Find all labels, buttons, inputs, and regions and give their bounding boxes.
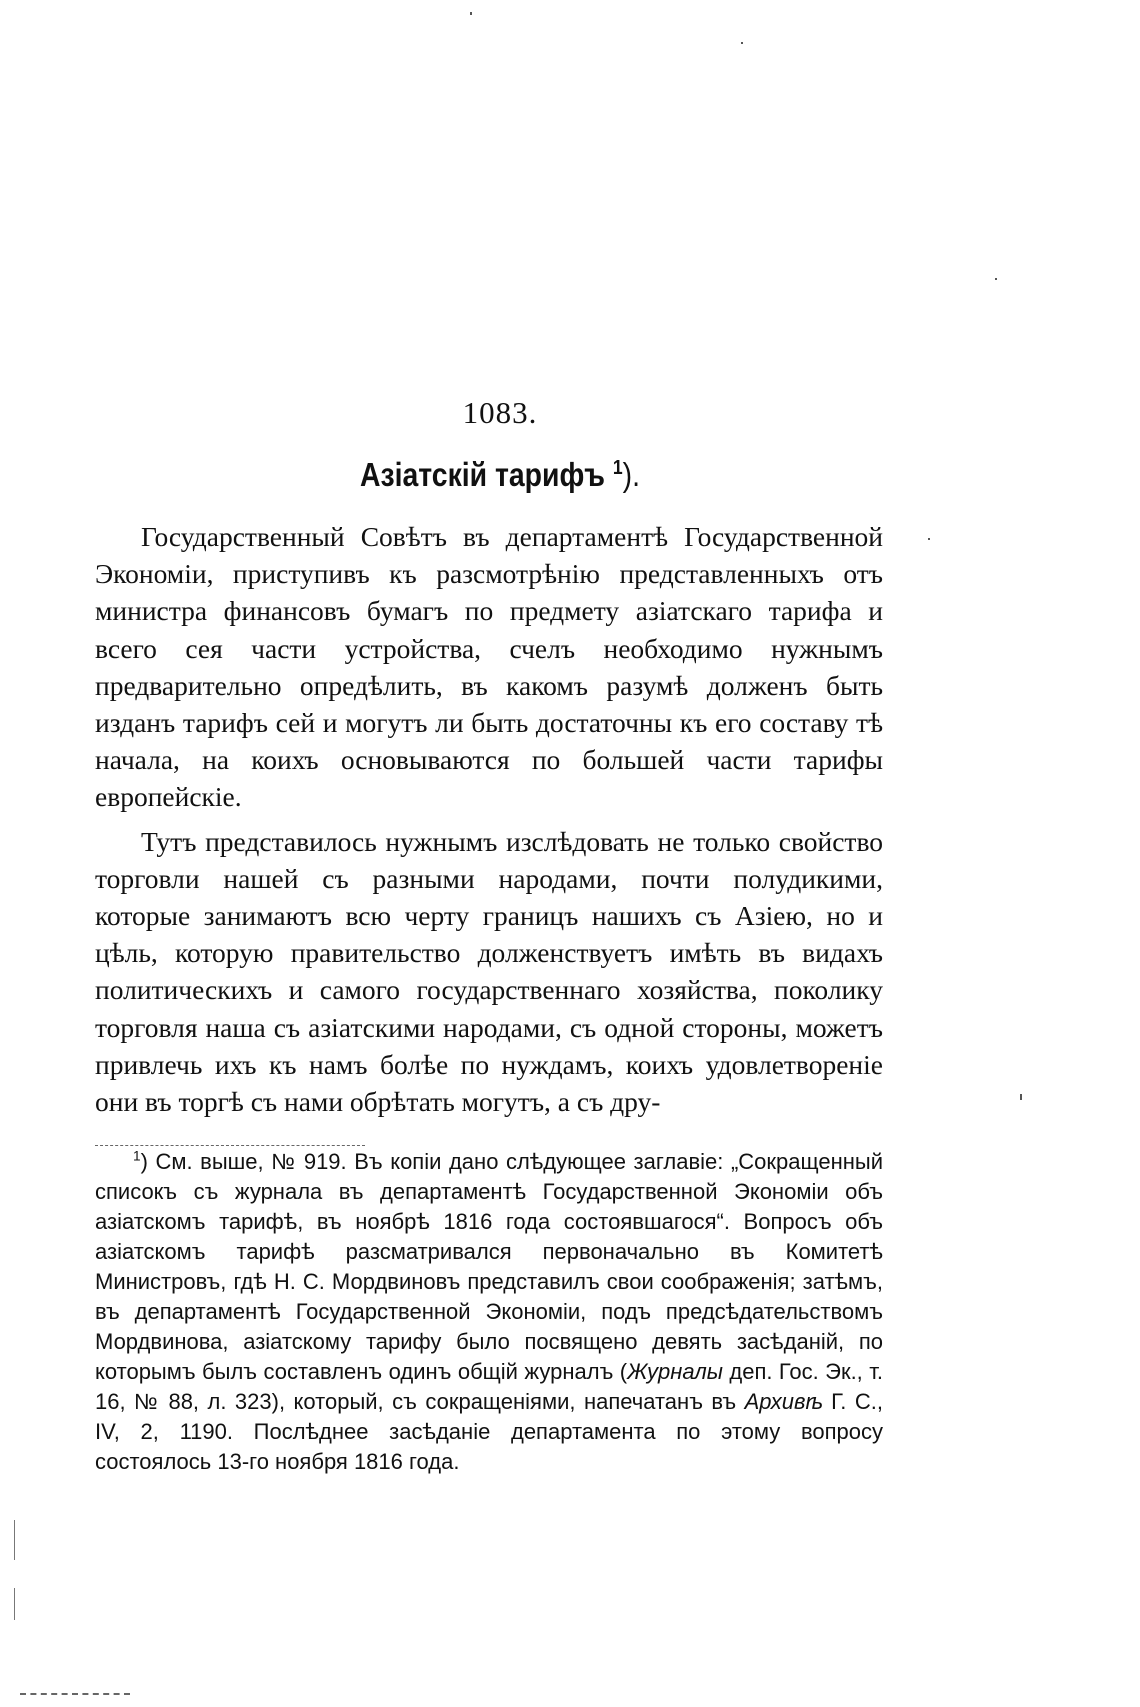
- scan-speck: [995, 278, 997, 280]
- paragraph-2: Тутъ представилось нужнымъ изслѣдовать не только свойство торговли нашей съ разными народами, почти полудикими, которые занимаютъ всю черту границъ нашихъ съ Азіею, но и цѣль, которую правительство долженствуетъ имѣть въ видахъ политическихъ и самого государственнаго хозяйства, поколику торговля наша съ азіатскими народами, съ одной стороны, можетъ привлечь ихъ къ намъ болѣе по нуждамъ, коихъ удовлетвореніе они въ торгѣ съ нами обрѣтать могутъ, а съ дру-: [95, 825, 883, 1118]
- footnote-part-1: ) См. выше, № 919. Въ копіи дано слѣдующее заглавіе: „Сокращенный списокъ съ журнала въ департаментѣ Государственной Экономіи объ азіатскомъ тарифѣ, въ ноябрѣ 1816 года состоявшагося“. Вопросъ объ азіатскомъ тарифѣ разсматривался первоначально въ Комитетѣ Министровъ, гдѣ Н. С. Мордвиновъ представилъ свои соображенія; затѣмъ, въ департаментѣ Государственной Экономіи, подъ предсѣдательствомъ Мордвинова, азіатскому тарифу было посвящено девять засѣданій, по которымъ былъ составленъ одинъ общій журналъ (: [95, 1149, 883, 1384]
- scan-speck: [928, 538, 930, 540]
- scan-bottom-rule: [20, 1693, 130, 1695]
- footnote-italic-archive: Архивѣ: [744, 1389, 823, 1414]
- scan-speck: [470, 12, 472, 15]
- footnote-divider: [95, 1145, 365, 1146]
- footnote: [95, 1147, 883, 1477]
- scan-edge-mark: [14, 1588, 15, 1620]
- title-footnote-ref: 1: [612, 456, 623, 479]
- footnote-marker: 1: [133, 1148, 141, 1164]
- footnote-part-2: деп. Гос. Эк., т. 16, № 88, л. 323), который, съ сокращеніями, напечатанъ въ: [95, 1359, 883, 1414]
- body-text: [95, 518, 883, 1120]
- paragraph-1: Государственный Совѣтъ въ департаментѣ Государственной Экономіи, приступивъ къ разсмотрѣнію представленныхъ отъ министра финансовъ бумагъ по предмету азіатскаго тарифа и всего сея части устройства, счелъ необходимо нужнымъ предварительно опредѣлить, въ какомъ разумѣ долженъ быть изданъ тарифъ сей и могутъ ли быть достаточны къ его составу тѣ начала, на коихъ основываются по большей части тарифы европейскіе.: [95, 521, 883, 813]
- scan-speck: [741, 42, 743, 44]
- scan-edge-mark: [14, 1520, 15, 1560]
- document-title: [70, 456, 930, 494]
- document-number: 1083.: [462, 395, 538, 430]
- scan-speck: [1020, 1094, 1022, 1100]
- footnote-part-3: Г. С., IV, 2, 1190. Послѣднее засѣданіе департамента по этому вопросу состоялось 13-го ноября 1816 года.: [95, 1389, 883, 1474]
- title-close: ).: [622, 456, 641, 493]
- footnote-text: [95, 1147, 883, 1477]
- title-text: Азіатскій тарифъ: [359, 456, 605, 493]
- footnote-italic-journals: Журналы: [627, 1359, 723, 1384]
